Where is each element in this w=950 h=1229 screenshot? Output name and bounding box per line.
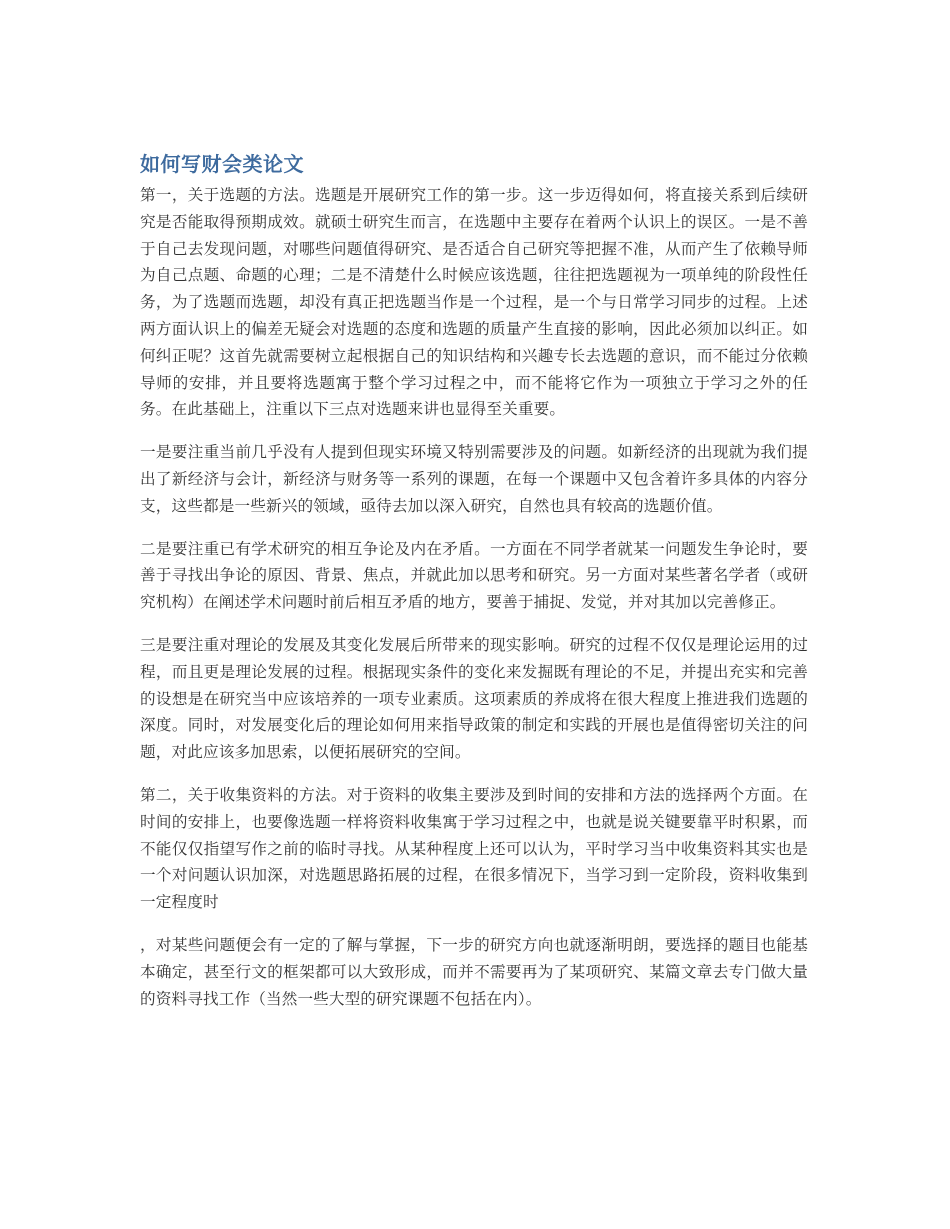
paragraph-point-two: 二是要注重已有学术研究的相互争论及内在矛盾。一方面在不同学者就某一问题发生争论时，要善于寻找出争论的原因、背景、焦点，并就此加以思考和研究。另一方面对某些著名学者（或研究机构）在阐述学术问题时前后相互矛盾的地方，要善于捕捉、发觉，并对其加以完善修正。 [140,539,808,612]
paragraph-topic-selection: 第一，关于选题的方法。选题是开展研究工作的第一步。这一步迈得如何，将直接关系到后续研究是否能取得预期成效。就硕士研究生而言，在选题中主要存在着两个认识上的误区。一是不善于自己去发现问题，对哪些问题值得研究、是否适合自己研究等把握不准，从而产生了依赖导师为自己点题、命题的心理；二是不清楚什么时候应该选题，往往把选题视为一项单纯的阶段性任务，为了选题而选题，却没有真正把选题当作是一个过程，是一个与日常学习同步的过程。上述两方面认识上的偏差无疑会对选题的态度和选题的质量产生直接的影响，因此必须加以纠正。如何纠正呢？这首先就需要树立起根据自己的知识结构和兴趣专长去选题的意识，而不能过分依赖导师的安排，并且要将选题寓于整个学习过程之中，而不能将它作为一项独立于学习之外的任务。在此基础上，注重以下三点对选题来讲也显得至关重要。 [140,186,808,419]
paragraph-point-three: 三是要注重对理论的发展及其变化发展后所带来的现实影响。研究的过程不仅仅是理论运用的过程，而且更是理论发展的过程。根据现实条件的变化来发掘既有理论的不足，并提出充实和完善的设想是在研究当中应该培养的一项专业素质。这项素质的养成将在很大程度上推进我们选题的深度。同时，对发展变化后的理论如何用来指导政策的制定和实践的开展也是值得密切关注的问题，对此应该多加思索，以便拓展研究的空间。 [140,635,808,762]
paragraph-point-one: 一是要注重当前几乎没有人提到但现实环境又特别需要涉及的问题。如新经济的出现就为我们提出了新经济与会计，新经济与财务等一系列的课题，在每一个课题中又包含着许多具体的内容分支，这些都是一些新兴的领域，亟待去加以深入研究，自然也具有较高的选题价值。 [140,443,808,515]
paragraph-data-collection: 第二，关于收集资料的方法。对于资料的收集主要涉及到时间的安排和方法的选择两个方面。在时间的安排上，也要像选题一样将资料收集寓于学习过程之中，也就是说关键要靠平时积累，而不能仅仅指望写作之前的临时寻找。从某种程度上还可以认为，平时学习当中收集资料其实也是一个对问题认识加深，对选题思路拓展的过程，在很多情况下，当学习到一定阶段，资料收集到一定程度时 [140,785,808,912]
paragraph-data-collection-continued: ，对某些问题便会有一定的了解与掌握，下一步的研究方向也就逐渐明朗，要选择的题目也能基本确定，甚至行文的框架都可以大致形成，而并不需要再为了某项研究、某篇文章去专门做大量的资料寻找工作（当然一些大型的研究课题不包括在内）。 [140,935,808,1008]
document-title: 如何写财会类论文 [140,152,304,176]
document-page [140,150,808,1028]
